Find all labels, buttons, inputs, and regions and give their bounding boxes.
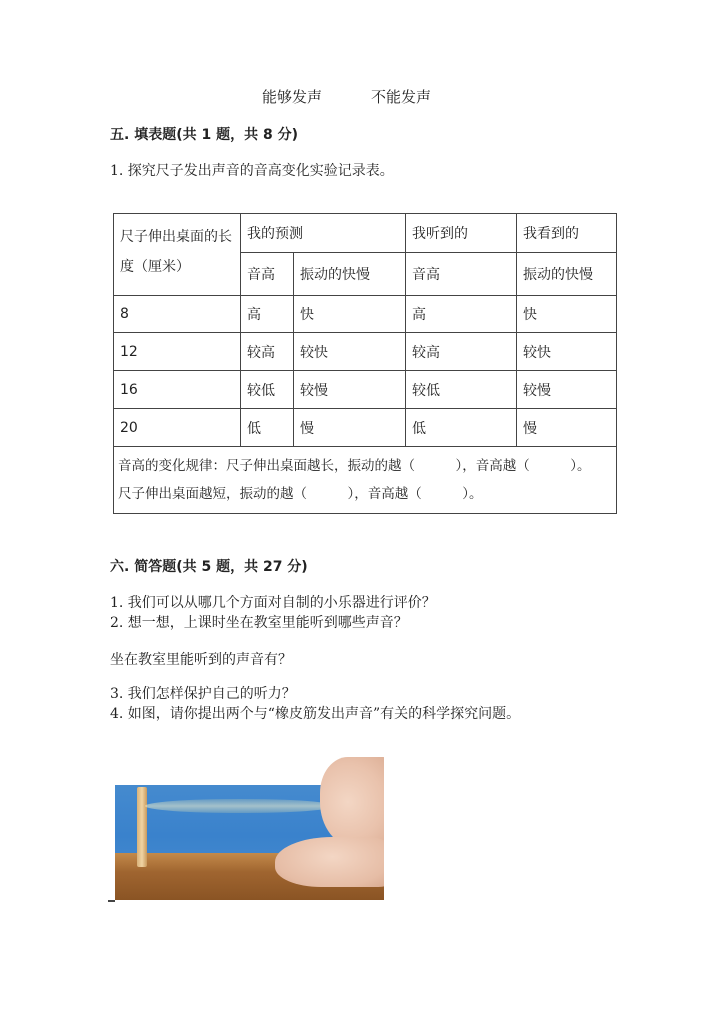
table-row	[114, 409, 617, 447]
cell-heard-pitch: 高	[406, 296, 517, 333]
cell-length: 8	[114, 296, 241, 333]
header-ruler-length: 尺子伸出桌面的长度（厘米）	[114, 214, 241, 296]
subheader-pitch: 音高	[241, 253, 294, 296]
cell-predicted-pitch: 较低	[241, 371, 294, 409]
pitch-rule-cell	[114, 447, 617, 514]
table-row	[114, 296, 617, 333]
cell-seen-speed: 慢	[517, 409, 617, 447]
holding-hand	[275, 837, 384, 887]
option-cannot-sound: 不能发声	[371, 88, 432, 106]
section-5-title: 五. 填表题(共 1 题，共 8 分)	[110, 127, 298, 143]
cell-seen-speed: 较慢	[517, 371, 617, 409]
subheader-vibration-speed: 振动的快慢	[294, 253, 406, 296]
header-what-i-saw: 我看到的	[517, 214, 617, 253]
table-row	[114, 333, 617, 371]
pitch-rule-line-2: 尺子伸出桌面越短，振动的越（ ），音高越（ ）。	[118, 486, 483, 502]
cell-predicted-pitch: 较高	[241, 333, 294, 371]
subheader-pitch: 音高	[406, 253, 517, 296]
record-table	[113, 213, 617, 514]
rubber-band	[145, 799, 335, 813]
cell-heard-pitch: 低	[406, 409, 517, 447]
wooden-post	[137, 787, 147, 867]
image-anchor-mark	[108, 900, 115, 902]
section-6-title: 六. 简答题(共 5 题，共 27 分)	[110, 559, 308, 575]
cell-length: 12	[114, 333, 241, 371]
option-can-sound: 能够发声	[262, 88, 323, 106]
section-6-question-3: 3. 我们怎样保护自己的听力？	[110, 686, 296, 702]
table-row	[114, 371, 617, 409]
subheader-vibration-speed: 振动的快慢	[517, 253, 617, 296]
section-5-question-1: 1. 探究尺子发出声音的音高变化实验记录表。	[110, 163, 394, 179]
rubber-band-photo	[115, 757, 384, 900]
plucking-hand	[320, 757, 384, 847]
cell-predicted-pitch: 低	[241, 409, 294, 447]
cell-predicted-pitch: 高	[241, 296, 294, 333]
header-my-prediction: 我的预测	[241, 214, 406, 253]
cell-predicted-speed: 较快	[294, 333, 406, 371]
cell-length: 16	[114, 371, 241, 409]
cell-seen-speed: 快	[517, 296, 617, 333]
section-6-question-2: 2. 想一想，上课时坐在教室里能听到哪些声音？	[110, 615, 408, 631]
cell-predicted-speed: 较慢	[294, 371, 406, 409]
cell-length: 20	[114, 409, 241, 447]
section-6-question-4: 4. 如图，请你提出两个与“橡皮筋发出声音”有关的科学探究问题。	[110, 706, 521, 722]
cell-seen-speed: 较快	[517, 333, 617, 371]
pitch-rule-line-1: 音高的变化规律：尺子伸出桌面越长，振动的越（ ），音高越（ ）。	[118, 458, 591, 474]
section-6-question-1: 1. 我们可以从哪几个方面对自制的小乐器进行评价？	[110, 595, 436, 611]
cell-heard-pitch: 较低	[406, 371, 517, 409]
header-what-i-heard: 我听到的	[406, 214, 517, 253]
cell-predicted-speed: 慢	[294, 409, 406, 447]
cell-heard-pitch: 较高	[406, 333, 517, 371]
section-6-question-2-prompt: 坐在教室里能听到的声音有？	[110, 652, 292, 668]
cell-predicted-speed: 快	[294, 296, 406, 333]
